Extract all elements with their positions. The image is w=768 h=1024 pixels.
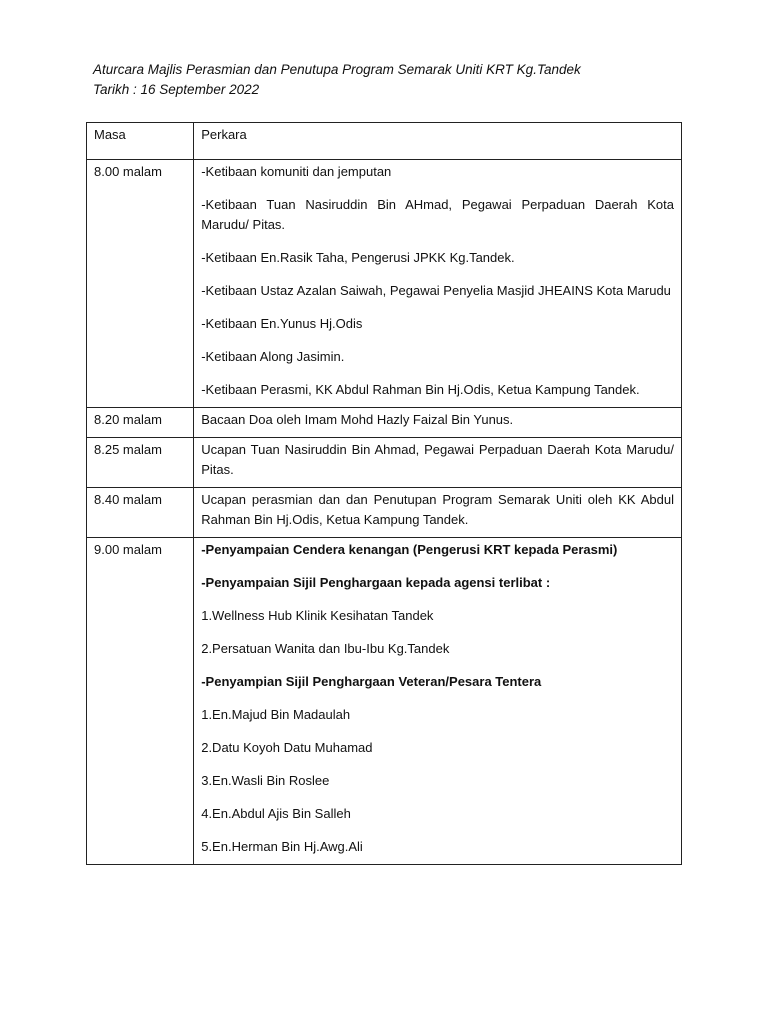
schedule-item: -Ketibaan Perasmi, KK Abdul Rahman Bin Hj.Odis, Ketua Kampung Tandek. <box>201 382 640 397</box>
table-header-row <box>87 123 682 160</box>
schedule-item: 1.Wellness Hub Klinik Kesihatan Tandek <box>201 608 434 623</box>
schedule-item: -Penyampian Sijil Penghargaan Veteran/Pesara Tentera <box>201 674 542 689</box>
row-items <box>194 538 682 865</box>
schedule-item: 3.En.Wasli Bin Roslee <box>201 773 330 788</box>
table-row <box>87 160 682 408</box>
schedule-body <box>87 123 682 865</box>
row-items <box>194 408 682 438</box>
schedule-item: 4.En.Abdul Ajis Bin Salleh <box>201 806 351 821</box>
schedule-item: 2.Datu Koyoh Datu Muhamad <box>201 740 373 755</box>
schedule-item: 1.En.Majud Bin Madaulah <box>201 707 351 722</box>
table-row <box>87 488 682 538</box>
schedule-item: 2.Persatuan Wanita dan Ibu-Ibu Kg.Tandek <box>201 641 450 656</box>
schedule-item: -Ketibaan Along Jasimin. <box>201 349 345 364</box>
schedule-item: Ucapan perasmian dan dan Penutupan Program Semarak Uniti oleh KK Abdul Rahman Bin Hj.Odis, Ketua Kampung Tandek. <box>201 492 674 527</box>
table-row <box>87 408 682 438</box>
schedule-item: -Ketibaan Ustaz Azalan Saiwah, Pegawai Penyelia Masjid JHEAINS Kota Marudu <box>201 283 671 298</box>
schedule-item: -Ketibaan En.Rasik Taha, Pengerusi JPKK Kg.Tandek. <box>201 250 515 265</box>
row-time: 9.00 malam <box>87 538 194 865</box>
schedule-item: -Penyampaian Sijil Penghargaan kepada agensi terlibat : <box>201 575 551 590</box>
document-date: Tarikh : 16 September 2022 <box>93 82 260 97</box>
schedule-item: -Ketibaan komuniti dan jemputan <box>201 164 392 179</box>
schedule-item: -Ketibaan Tuan Nasiruddin Bin AHmad, Pegawai Perpaduan Daerah Kota Marudu/ Pitas. <box>201 197 674 232</box>
header-time: Masa <box>87 123 194 160</box>
schedule-item: 5.En.Herman Bin Hj.Awg.Ali <box>201 839 363 854</box>
header-item: Perkara <box>194 123 682 160</box>
row-time: 8.40 malam <box>87 488 194 538</box>
row-items <box>194 488 682 538</box>
table-row <box>87 438 682 488</box>
table-row <box>87 538 682 865</box>
schedule-item: Ucapan Tuan Nasiruddin Bin Ahmad, Pegawai Perpaduan Daerah Kota Marudu/ Pitas. <box>201 442 674 477</box>
schedule-item: -Ketibaan En.Yunus Hj.Odis <box>201 316 363 331</box>
row-time: 8.20 malam <box>87 408 194 438</box>
document-title: Aturcara Majlis Perasmian dan Penutupa Program Semarak Uniti KRT Kg.Tandek <box>93 62 581 77</box>
row-time: 8.00 malam <box>87 160 194 408</box>
schedule-item: -Penyampaian Cendera kenangan (Pengerusi KRT kepada Perasmi) <box>201 542 618 557</box>
row-time: 8.25 malam <box>87 438 194 488</box>
document-header <box>93 60 713 100</box>
row-items <box>194 160 682 408</box>
schedule-table <box>86 122 682 865</box>
row-items <box>194 438 682 488</box>
schedule-item: Bacaan Doa oleh Imam Mohd Hazly Faizal Bin Yunus. <box>201 412 514 427</box>
